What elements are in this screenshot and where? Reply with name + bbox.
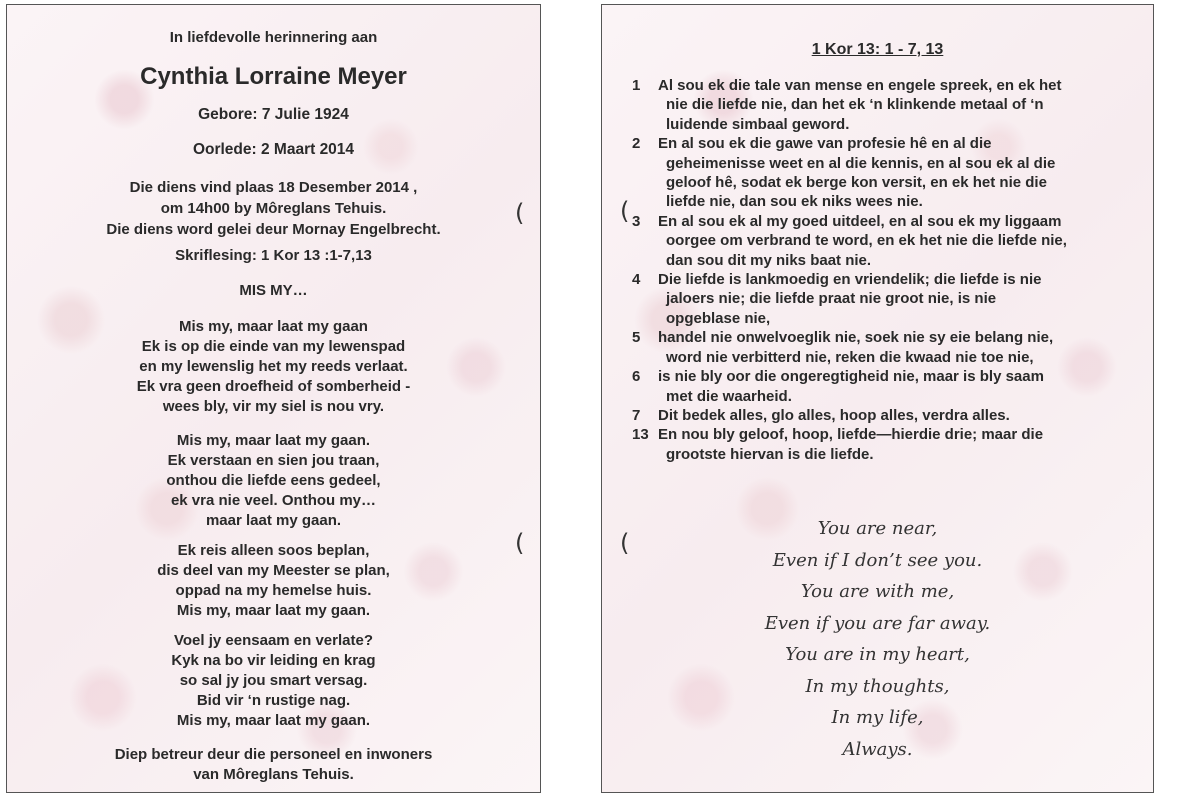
verse-number: 13 <box>632 426 649 444</box>
verse-line: Al sou ek die tale van mense en engele spreek, en ek het <box>658 77 1062 94</box>
verse-number: 5 <box>632 329 641 347</box>
poem-line: Mis my, maar laat my gaan. <box>176 602 371 619</box>
reading-line <box>7 247 540 264</box>
poem-stanza <box>7 317 540 417</box>
verse-line: geheimenisse weet en al die kennis, en al sou ek al die <box>666 154 1056 172</box>
left-page <box>6 4 541 793</box>
service-line: Die diens vind plaas 18 Desember 2014 , <box>129 179 418 196</box>
poem-stanza <box>7 631 540 731</box>
verse-line: is nie bly oor die ongeregtigheid nie, maar is bly saam <box>658 368 1044 386</box>
poem-line: Bid vir ‘n rustige nag. <box>196 692 351 709</box>
verse-number: 6 <box>632 368 641 386</box>
verse-line: oorgee om verbrand te word, en ek het nie die liefde nie, <box>666 232 1067 250</box>
poem-stanza <box>7 431 540 531</box>
born-label: Gebore: <box>198 106 258 123</box>
closing-poem-line: Even if you are far away. <box>764 612 991 634</box>
punch-hole-icon: ( <box>620 529 630 557</box>
punch-hole-icon: ( <box>515 199 525 227</box>
died-label: Oorlede: <box>192 141 257 158</box>
intro-text: In liefdevolle herinnering aan <box>169 29 378 46</box>
poem-line: Ek verstaan en sien jou traan, <box>167 452 380 469</box>
died-value: 2 Maart 2014 <box>260 141 355 158</box>
thanks-line: van Môreglans Tehuis. <box>193 766 354 783</box>
poem-stanza <box>7 541 540 621</box>
verse-5 <box>632 328 1132 367</box>
poem-line: Ek is op die einde van my lewenspad <box>141 338 406 355</box>
poem-line: wees bly, vir my siel is nou vry. <box>162 398 385 415</box>
poem-line: so sal jy jou smart versag. <box>179 672 368 689</box>
verse-line: jaloers nie; die liefde praat nie groot nie, is nie <box>666 290 997 308</box>
service-line: Die diens word gelei deur Mornay Engelbrecht. <box>106 221 441 238</box>
punch-hole-icon: ( <box>515 529 525 557</box>
scripture-verses <box>632 76 1132 464</box>
deceased-name: Cynthia Lorraine Meyer <box>140 63 407 90</box>
poem-line: Ek vra geen droefheid of somberheid - <box>136 378 411 395</box>
verse-line: En nou bly geloof, hoop, liefde—hierdie drie; maar die <box>658 426 1044 444</box>
reading-label: Skriflesing: <box>175 247 257 264</box>
birth-line <box>7 106 540 124</box>
closing-poem-line: Always. <box>842 738 913 760</box>
service-line: om 14h00 by Môreglans Tehuis. <box>160 200 387 217</box>
verse-number: 1 <box>632 77 641 94</box>
poem-title: MIS MY… <box>239 282 308 299</box>
verse-number: 2 <box>632 135 641 153</box>
verse-line: En al sou ek al my goed uitdeel, en al sou ek my liggaam <box>658 212 1062 230</box>
closing-poem-line: In my thoughts, <box>805 675 950 697</box>
verse-line: nie die liefde nie, dan het ek ‘n klinkende metaal of ‘n <box>666 96 1044 114</box>
verse-13 <box>632 425 1132 464</box>
poem-line: Ek reis alleen soos beplan, <box>177 542 370 559</box>
verse-line: met die waarheid. <box>666 387 792 405</box>
verse-number: 3 <box>632 212 641 230</box>
verse-7 <box>632 406 1132 425</box>
closing-poem-line: In my life, <box>831 707 924 728</box>
poem-line: oppad na my hemelse huis. <box>175 582 372 599</box>
thanks-line: Diep betreur deur die personeel en inwoners <box>114 746 433 763</box>
death-line <box>7 141 540 159</box>
verse-line: En al sou ek die gawe van profesie hê en al die <box>658 135 992 153</box>
punch-hole-icon: ( <box>620 197 630 225</box>
verse-line: word nie verbitterd nie, reken die kwaad nie toe nie, <box>666 348 1034 366</box>
verse-line: Die liefde is lankmoedig en vriendelik; die liefde is nie <box>658 271 1042 289</box>
poem-line: onthou die liefde eens gedeel, <box>166 472 381 489</box>
poem-line: Kyk na bo vir leiding en krag <box>171 652 376 669</box>
verse-line: opgeblase nie, <box>666 309 771 327</box>
service-details <box>7 177 540 240</box>
verse-line: liefde nie, dan sou ek niks wees nie. <box>666 193 923 211</box>
poem-line: Voel jy eensaam en verlate? <box>174 632 373 649</box>
verse-line: Dit bedek alles, glo alles, hoop alles, verdra alles. <box>658 406 1010 424</box>
verse-number: 4 <box>632 271 641 289</box>
poem-line: Mis my, maar laat my gaan. <box>176 432 371 449</box>
verse-6 <box>632 367 1132 406</box>
poem-line: Mis my, maar laat my gaan. <box>176 712 371 729</box>
poem-line: en my lewenslig het my reeds verlaat. <box>139 358 408 375</box>
poem-line: ek vra nie veel. Onthou my… <box>170 492 377 509</box>
verse-4 <box>632 270 1132 328</box>
verse-line: dan sou dit my niks baat nie. <box>666 251 872 269</box>
verse-line: geloof hê, sodat ek berge kon versit, en ek het nie die <box>666 174 1047 192</box>
verse-1 <box>632 76 1132 134</box>
thanks-text <box>7 745 540 785</box>
verse-line: handel nie onwelvoeglik nie, soek nie sy eie belang nie, <box>658 329 1054 347</box>
closing-poem <box>602 513 1153 765</box>
closing-poem-line: You are with me, <box>800 581 955 602</box>
verse-line: grootste hiervan is die liefde. <box>666 445 874 463</box>
poem-line: maar laat my gaan. <box>205 512 342 529</box>
born-value: 7 Julie 1924 <box>261 106 349 123</box>
closing-poem-line: You are in my heart, <box>785 644 970 665</box>
poem-line: dis deel van my Meester se plan, <box>157 562 390 579</box>
scripture-reference-title: 1 Kor 13: 1 - 7, 13 <box>811 41 944 58</box>
reading-value: 1 Kor 13 :1-7,13 <box>260 247 372 264</box>
verse-3 <box>632 212 1132 270</box>
closing-poem-line: Even if I don’t see you. <box>772 549 983 571</box>
verse-2 <box>632 134 1132 212</box>
closing-poem-line: You are near, <box>817 518 938 539</box>
verse-number: 7 <box>632 406 641 424</box>
right-page <box>601 4 1154 793</box>
verse-line: luidende simbaal geword. <box>666 115 850 133</box>
poem-line: Mis my, maar laat my gaan <box>179 318 368 335</box>
